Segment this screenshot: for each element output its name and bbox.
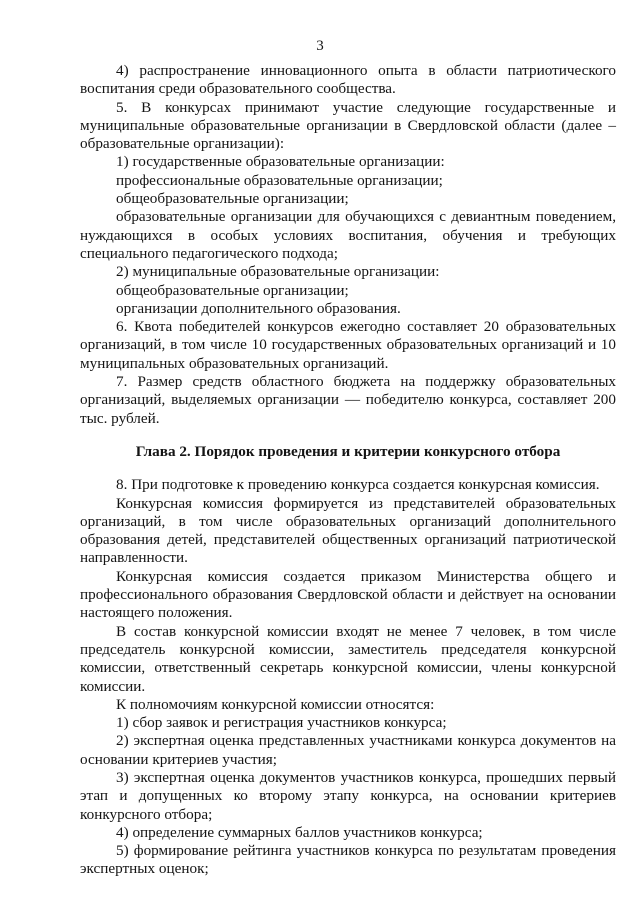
list-item-additional-education: организации дополнительного образования. bbox=[116, 299, 401, 317]
list-item-state-organizations: 1) государственные образовательные организации: bbox=[116, 153, 445, 171]
list-item-power-2: 2) экспертная оценка представленных участниками конкурса документов на основании критериев участия; bbox=[80, 732, 616, 768]
list-item-power-4: 4) определение суммарных баллов участников конкурса; bbox=[116, 823, 483, 841]
list-item-professional: профессиональные образовательные организации; bbox=[116, 171, 443, 189]
chapter-heading: Глава 2. Порядок проведения и критерии конкурсного отбора bbox=[135, 442, 561, 460]
page-number: 3 bbox=[316, 38, 324, 54]
list-item-municipal-general: общеобразовательные организации; bbox=[116, 281, 349, 299]
document-body bbox=[80, 62, 616, 879]
paragraph-commission-powers: К полномочиям конкурсной комиссии относятся: bbox=[116, 695, 435, 713]
list-item-general-education: общеобразовательные организации; bbox=[116, 190, 349, 208]
list-item-power-5: 5) формирование рейтинга участников конкурса по результатам проведения экспертных оценок; bbox=[80, 842, 616, 878]
paragraph-6-quota: 6. Квота победителей конкурсов ежегодно составляет 20 образовательных организаций, в том числе 10 государственных образовательных организаций и 10 муниципальных образовательных организаций. bbox=[80, 318, 616, 372]
paragraph-commission-formation: Конкурсная комиссия формируется из представителей образовательных организаций, в том числе образовательных организаций дополнительного образования детей, представителей общественных организаций патриотической направленности. bbox=[80, 494, 616, 567]
list-item-power-1: 1) сбор заявок и регистрация участников конкурса; bbox=[116, 714, 447, 732]
paragraph-commission-composition: В состав конкурсной комиссии входят не менее 7 человек, в том числе председатель конкурсной комиссии, заместитель председателя конкурсной комиссии, ответственный секретарь конкурсной комиссии, члены конкурсной комиссии. bbox=[80, 622, 616, 695]
paragraph-5-participants: 5. В конкурсах принимают участие следующие государственные и муниципальные образовательные организации в Свердловской области (далее – образовательные организации): bbox=[80, 98, 616, 153]
paragraph-8-commission: 8. При подготовке к проведению конкурса создается конкурсная комиссия. bbox=[116, 476, 600, 494]
paragraph-7-budget: 7. Размер средств областного бюджета на поддержку образовательных организаций, выделяемых организации — победителю конкурса, составляет 200 тыс. рублей. bbox=[80, 373, 616, 427]
paragraph-item-4-innovation: 4) распространение инновационного опыта в области патриотического воспитания среди образовательного сообщества. bbox=[80, 62, 616, 98]
paragraph-commission-order: Конкурсная комиссия создается приказом Министерства общего и профессионального образования Свердловской области и действует на основании настоящего положения. bbox=[80, 567, 616, 622]
list-item-power-3: 3) экспертная оценка документов участников конкурса, прошедших первый этап и допущенных ко второму этапу конкурса, на основании критериев конкурсного отбора; bbox=[80, 768, 616, 823]
list-item-deviant-behavior: образовательные организации для обучающихся с девиантным поведением, нуждающихся в особых условиях воспитания, обучения и требующих специального педагогического подхода; bbox=[80, 208, 616, 262]
list-item-municipal-organizations: 2) муниципальные образовательные организации: bbox=[116, 263, 440, 281]
